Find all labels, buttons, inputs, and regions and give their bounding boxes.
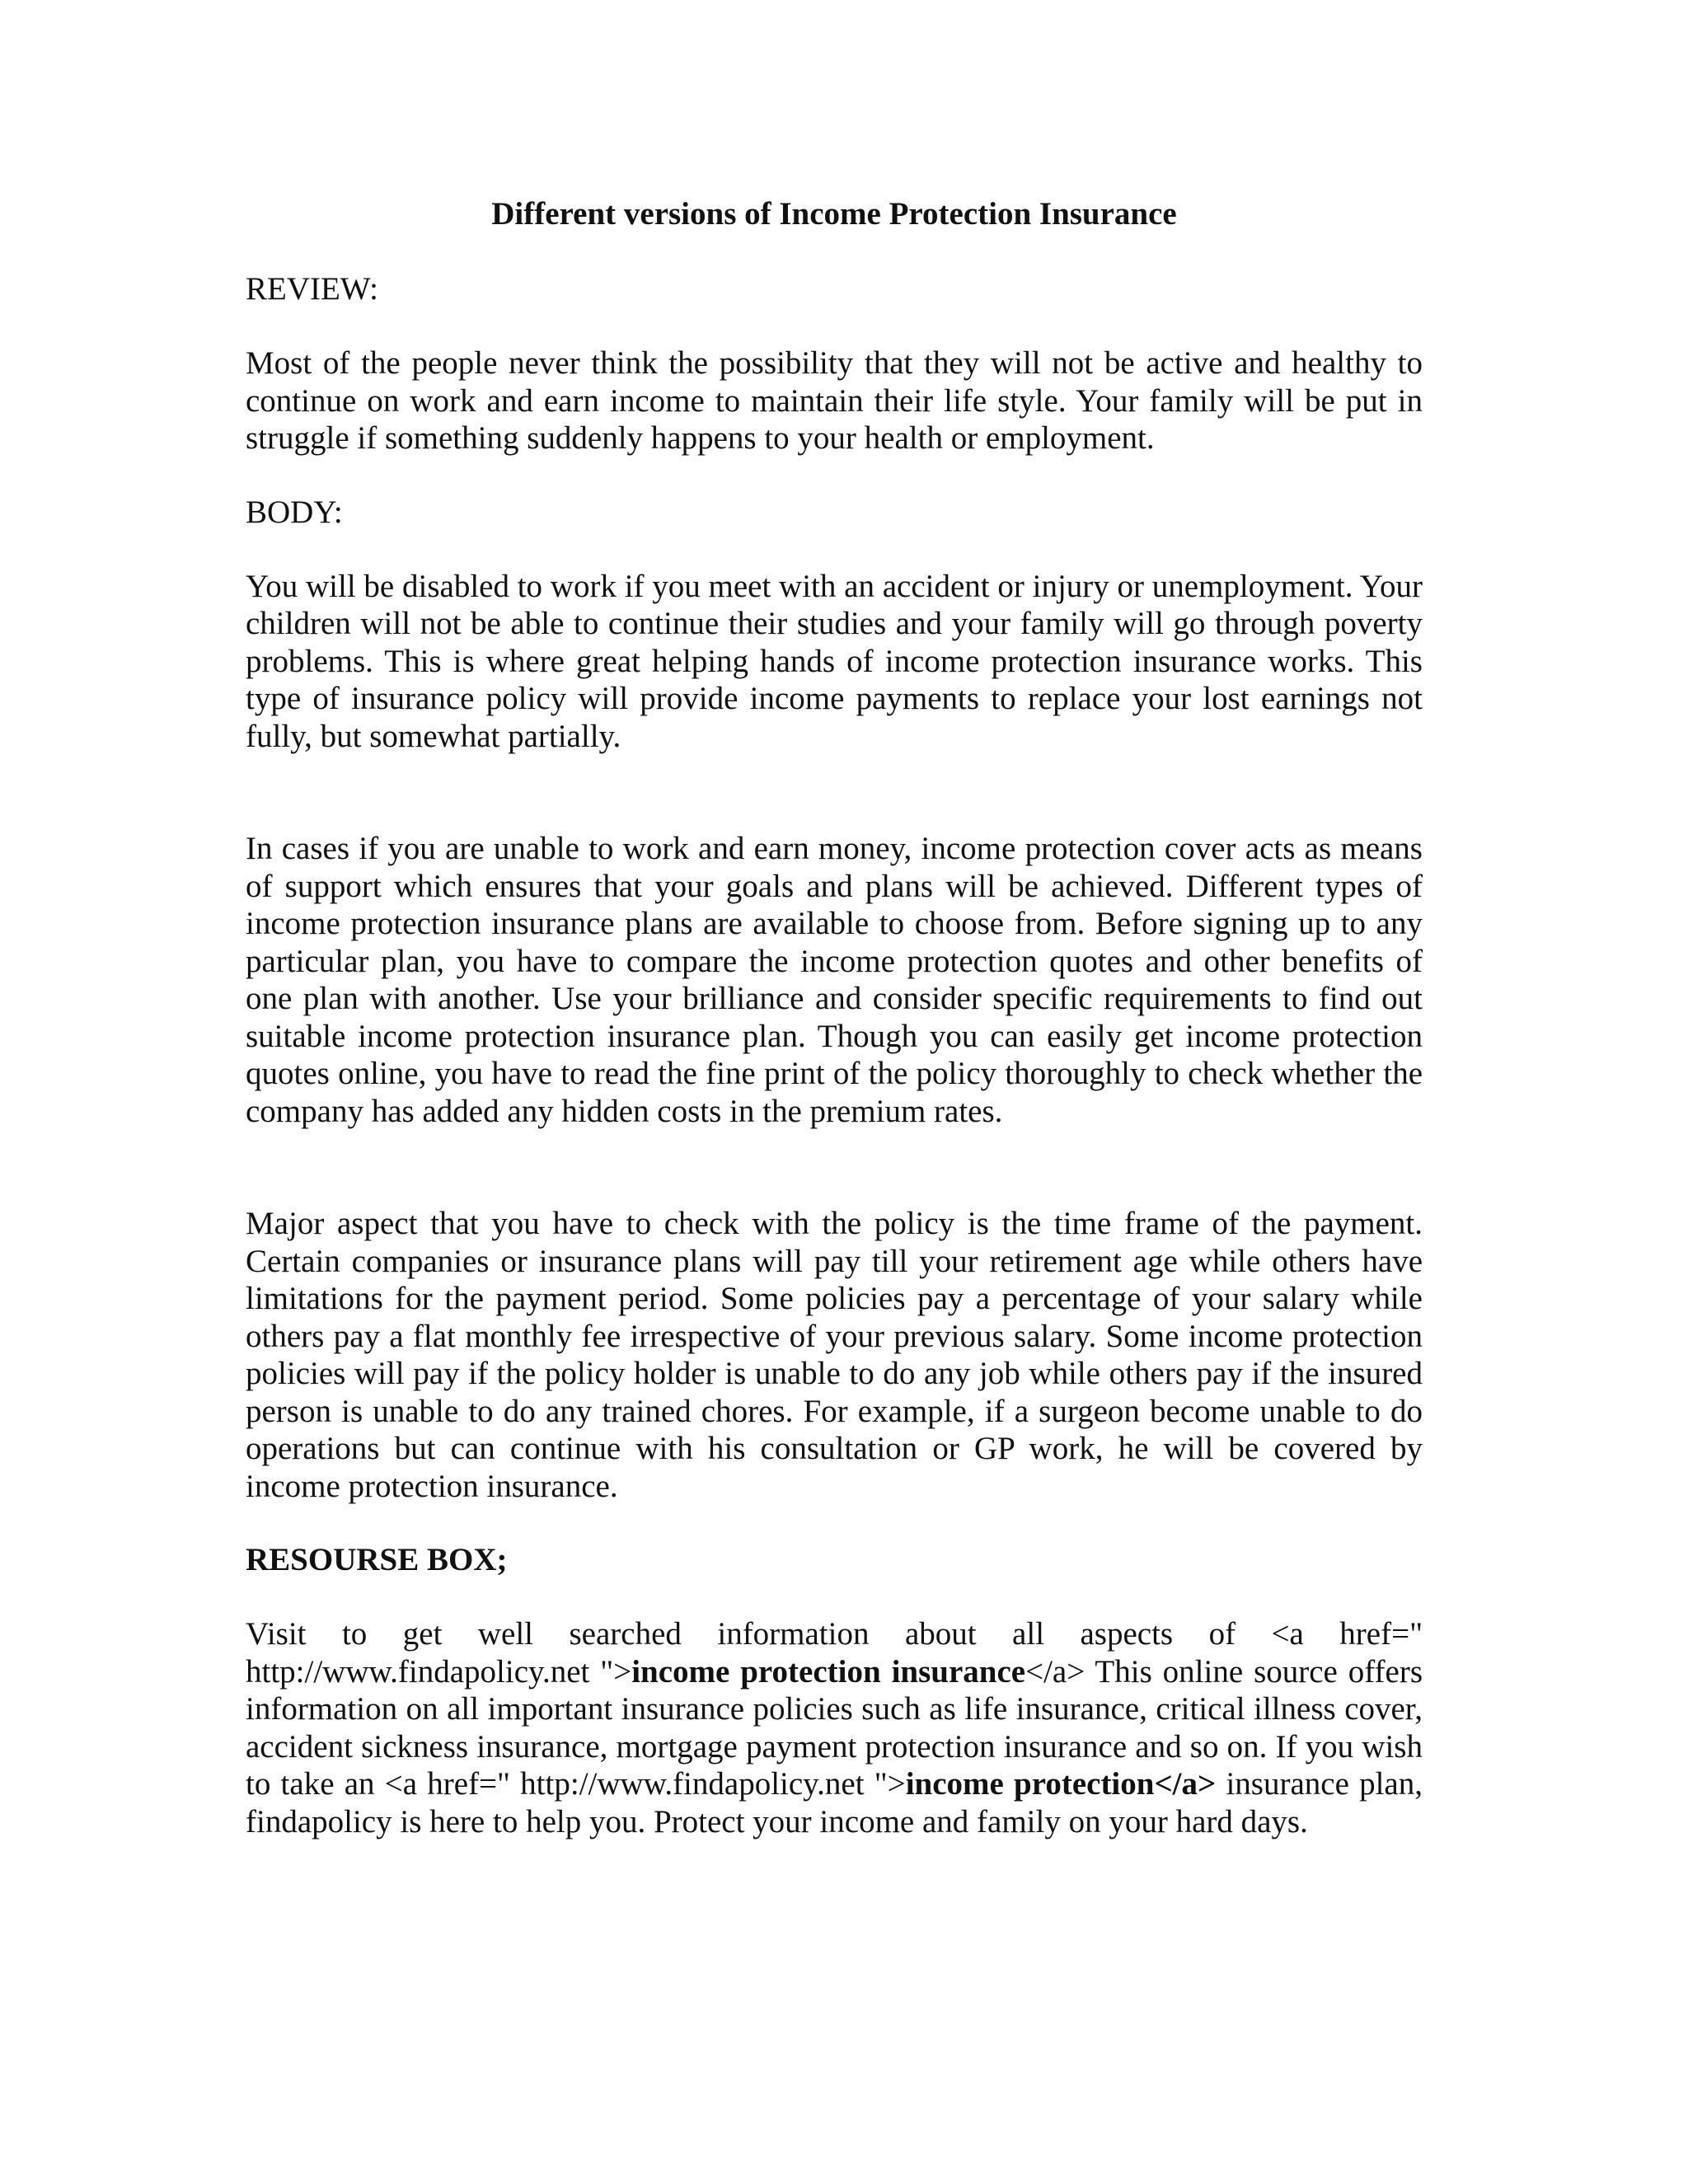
document-page bbox=[246, 194, 1423, 1840]
resource-text-part-2: </a> This online source offers information on all important insurance policies such as life insurance, critical illness cover, accident sickness insurance, mortgage payment protection insurance and so on. If you wish to take an <a href=" http://www.findapolicy.net "> bbox=[246, 1653, 1423, 1802]
body-paragraph-3: Major aspect that you have to check with the policy is the time frame of the payment. Certain companies or insurance plans will pay till your retirement age while others have limitations for the payment period. Some policies pay a percentage of your salary while others pay a flat monthly fee irrespective of your previous salary. Some income protection policies will pay if the policy holder is unable to do any job while others pay if the insured person is unable to do any trained chores. For example, if a surgeon become unable to do operations but can continue with his consultation or GP work, he will be covered by income protection insurance. bbox=[246, 1206, 1423, 1504]
review-heading: REVIEW: bbox=[246, 271, 379, 307]
resource-text-part-3: insurance plan, findapolicy is here to help you. Protect your income and family on your hard days. bbox=[246, 1766, 1423, 1840]
resource-box-paragraph bbox=[246, 1615, 1423, 1840]
resource-text-part-1: Visit to get well searched information about all aspects of <a href=" http://www.findapolicy.net "> bbox=[246, 1616, 1423, 1690]
resource-bold-anchor-2: income protection</a> bbox=[905, 1766, 1217, 1802]
review-paragraph: Most of the people never think the possibility that they will not be active and healthy to continue on work and earn income to maintain their life style. Your family will be put in struggle if something suddenly happens to your health or employment. bbox=[246, 345, 1423, 456]
body-heading: BODY: bbox=[246, 494, 343, 530]
resource-bold-anchor-1: income protection insurance bbox=[631, 1653, 1026, 1690]
body-paragraph-2: In cases if you are unable to work and earn money, income protection cover acts as means of support which ensures that your goals and plans will be achieved. Different types of income protection insurance plans are available to choose from. Before signing up to any particular plan, you have to compare the income protection quotes and other benefits of one plan with another. Use your brilliance and consider specific requirements to find out suitable income protection insurance plan. Though you can easily get income protection quotes online, you have to read the fine print of the policy thoroughly to check whether the company has added any hidden costs in the premium rates. bbox=[246, 831, 1423, 1129]
body-paragraph-1: You will be disabled to work if you meet with an accident or injury or unemployment. Your children will not be able to continue their studies and your family will go through poverty problems. This is where great helping hands of income protection insurance works. This type of insurance policy will provide income payments to replace your lost earnings not fully, but somewhat partially. bbox=[246, 568, 1423, 754]
document-title: Different versions of Income Protection Insurance bbox=[491, 196, 1177, 232]
resource-box-heading: RESOURSE BOX; bbox=[246, 1542, 508, 1577]
